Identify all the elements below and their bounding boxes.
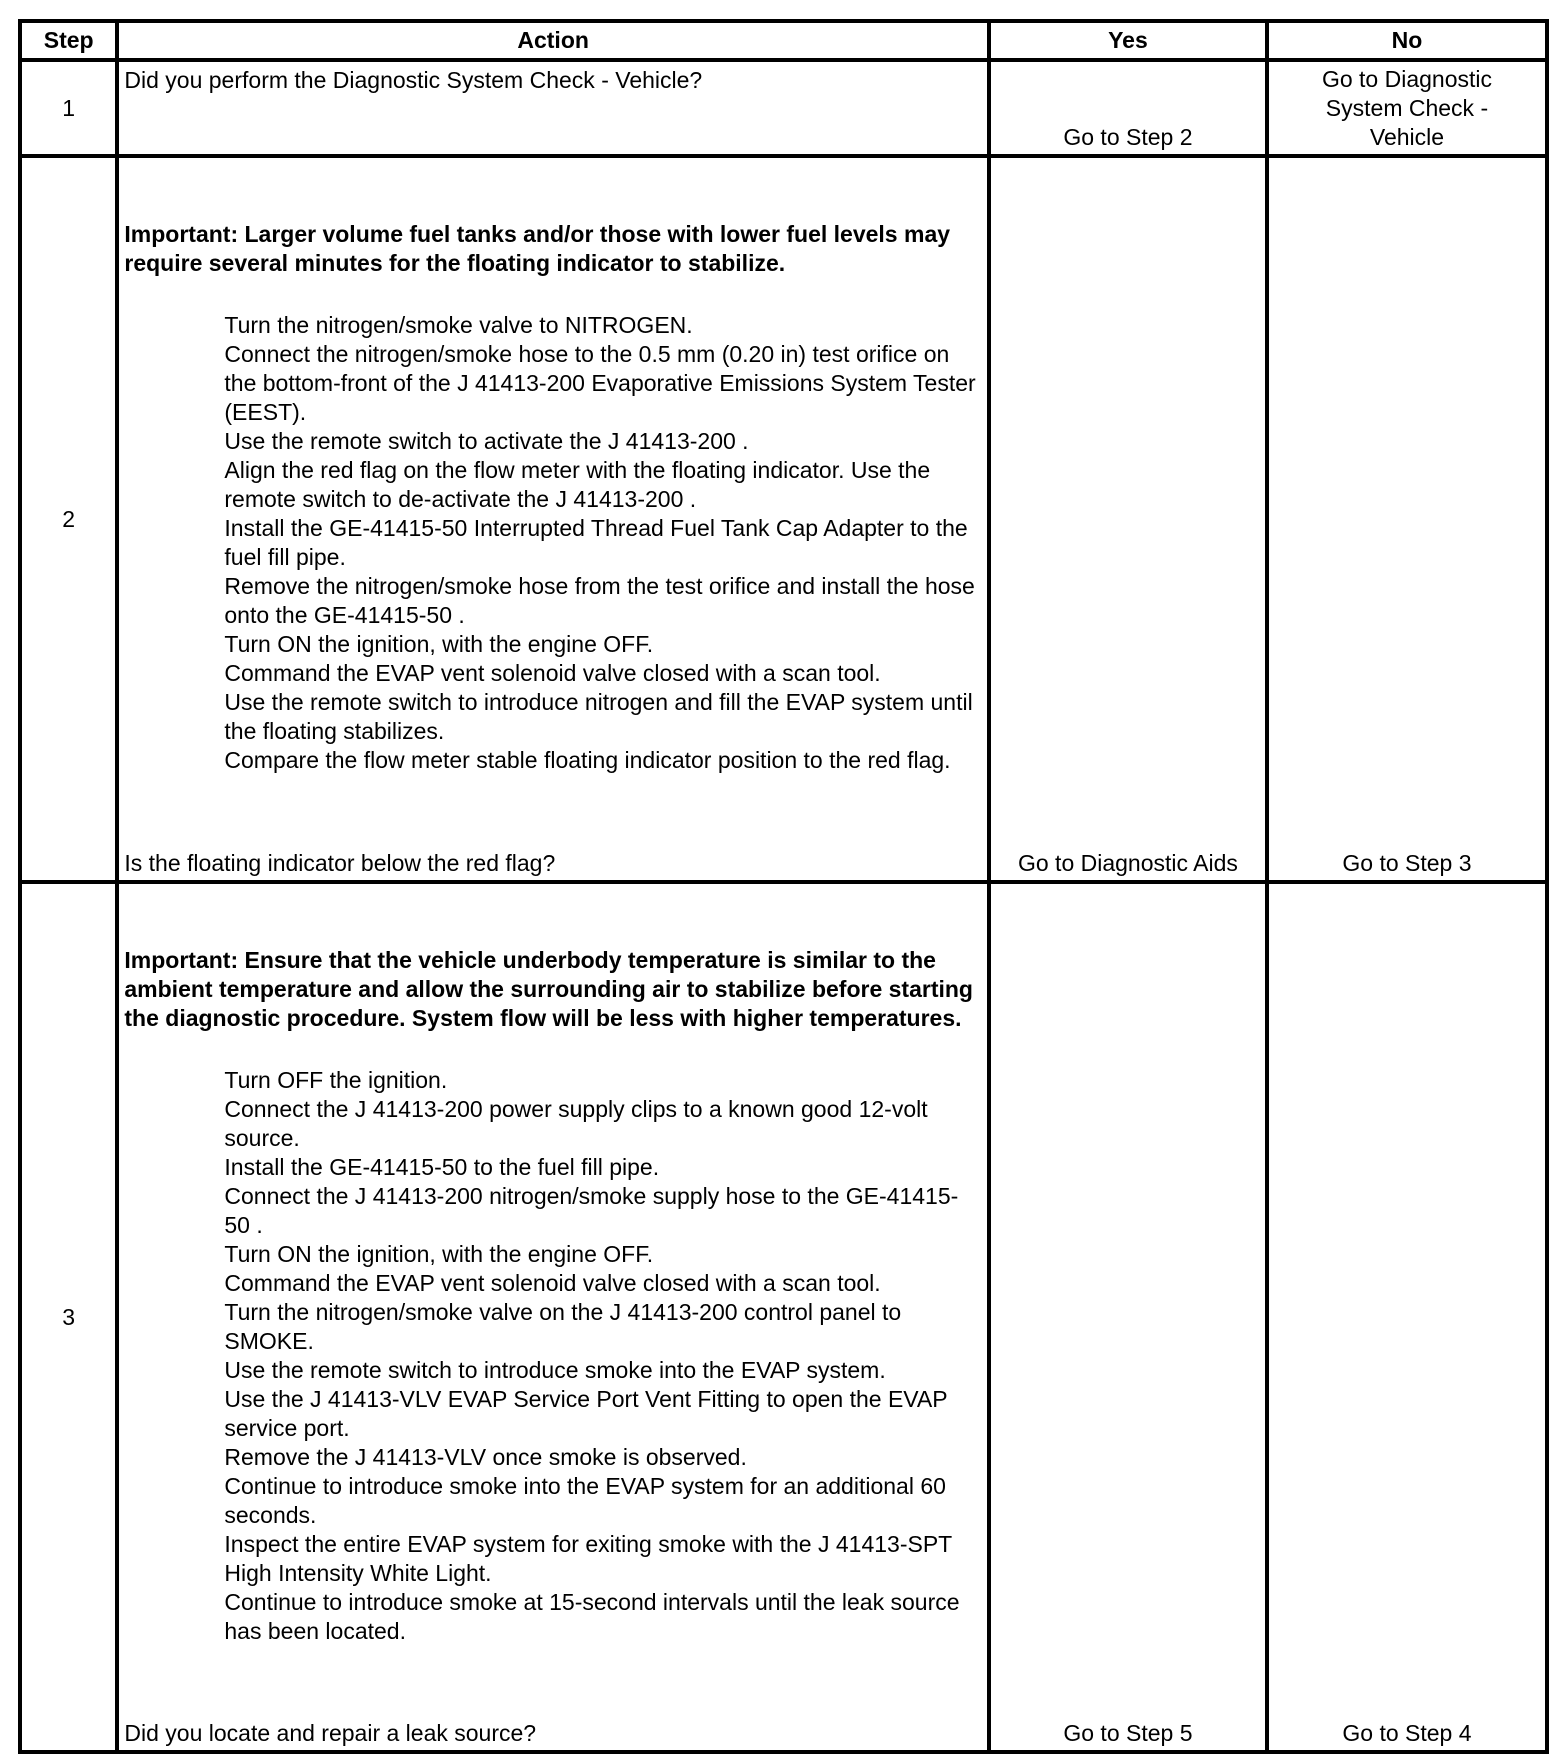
list-item: Align the red flag on the flow meter with the floating indicator. Use the remote switch to de-activate the J 41413-200 . bbox=[224, 457, 931, 512]
action-cell bbox=[117, 60, 989, 156]
list-item: Use the remote switch to activate the J 41413-200 . bbox=[224, 428, 749, 454]
list-item: Connect the J 41413-200 nitrogen/smoke supply hose to the GE-41415-50 . bbox=[224, 1183, 959, 1238]
list-item: Turn the nitrogen/smoke valve on the J 41413-200 control panel to SMOKE. bbox=[224, 1299, 902, 1354]
list-item: Connect the nitrogen/smoke hose to the 0.5 mm (0.20 in) test orifice on the bottom-front of the J 41413-200 Evaporative Emissions System Tester (EEST). bbox=[224, 341, 976, 425]
yes-answer: Go to Step 5 bbox=[1063, 1720, 1193, 1746]
yes-cell bbox=[989, 60, 1267, 156]
list-item: Compare the flow meter stable floating indicator position to the red flag. bbox=[224, 747, 951, 773]
no-answer: Go to Diagnostic System Check - Vehicle bbox=[1321, 66, 1492, 150]
list-item: Use the remote switch to introduce nitrogen and fill the EVAP system until the floating stabilizes. bbox=[224, 689, 973, 744]
list-item: Continue to introduce smoke into the EVAP system for an additional 60 seconds. bbox=[224, 1473, 946, 1528]
yes-cell bbox=[989, 156, 1267, 882]
list-item: Turn the nitrogen/smoke valve to NITROGEN. bbox=[224, 312, 693, 338]
list-item: Remove the nitrogen/smoke hose from the test orifice and install the hose onto the GE-41415-50 . bbox=[224, 573, 975, 628]
action-cell bbox=[117, 156, 989, 882]
list-item: Remove the J 41413-VLV once smoke is observed. bbox=[224, 1444, 747, 1470]
no-answer: Go to Step 3 bbox=[1342, 850, 1472, 876]
header-no: No bbox=[1267, 21, 1547, 60]
important-note: Important: Larger volume fuel tanks and/or those with lower fuel levels may require several minutes for the floating indicator to stabilize. bbox=[124, 221, 951, 276]
header-action: Action bbox=[117, 21, 989, 60]
yes-cell bbox=[989, 882, 1267, 1752]
list-item: Command the EVAP vent solenoid valve closed with a scan tool. bbox=[224, 1270, 881, 1296]
yes-answer: Go to Step 2 bbox=[1063, 124, 1193, 150]
list-item: Use the remote switch to introduce smoke into the EVAP system. bbox=[224, 1357, 886, 1383]
action-cell bbox=[117, 882, 989, 1752]
step-number: 3 bbox=[20, 882, 117, 1752]
list-item: Command the EVAP vent solenoid valve closed with a scan tool. bbox=[224, 660, 881, 686]
procedure-steps bbox=[124, 311, 983, 775]
table-row bbox=[20, 156, 1547, 882]
table-row bbox=[20, 60, 1547, 156]
header-step: Step bbox=[20, 21, 117, 60]
question-text: Is the floating indicator below the red flag? bbox=[124, 850, 556, 876]
list-item: Continue to introduce smoke at 15-second intervals until the leak source has been located. bbox=[224, 1589, 960, 1644]
question-text: Did you locate and repair a leak source? bbox=[124, 1720, 537, 1746]
list-item: Turn ON the ignition, with the engine OFF. bbox=[224, 631, 654, 657]
list-item: Inspect the entire EVAP system for exiting smoke with the J 41413-SPT High Intensity White Light. bbox=[224, 1531, 952, 1586]
yes-answer: Go to Diagnostic Aids bbox=[1017, 850, 1238, 876]
list-item: Install the GE-41415-50 Interrupted Thread Fuel Tank Cap Adapter to the fuel fill pipe. bbox=[224, 515, 968, 570]
table-row bbox=[20, 882, 1547, 1752]
list-item: Connect the J 41413-200 power supply clips to a known good 12-volt source. bbox=[224, 1096, 928, 1151]
header-yes: Yes bbox=[989, 21, 1267, 60]
no-cell bbox=[1267, 156, 1547, 882]
list-item: Install the GE-41415-50 to the fuel fill pipe. bbox=[224, 1154, 660, 1180]
no-cell bbox=[1267, 882, 1547, 1752]
list-item: Turn OFF the ignition. bbox=[224, 1067, 448, 1093]
important-note: Important: Ensure that the vehicle underbody temperature is similar to the ambient temperature and allow the surrounding air to stabilize before starting the diagnostic procedure. System flow will be less with higher temperatures. bbox=[124, 947, 973, 1031]
list-item: Turn ON the ignition, with the engine OFF. bbox=[224, 1241, 654, 1267]
step-number: 2 bbox=[20, 156, 117, 882]
step-number: 1 bbox=[20, 60, 117, 156]
list-item: Use the J 41413-VLV EVAP Service Port Vent Fitting to open the EVAP service port. bbox=[224, 1386, 948, 1441]
header-row bbox=[20, 21, 1547, 60]
diagnostic-table bbox=[18, 19, 1549, 1754]
procedure-steps bbox=[124, 1066, 983, 1646]
question-text: Did you perform the Diagnostic System Check - Vehicle? bbox=[124, 67, 703, 93]
no-cell bbox=[1267, 60, 1547, 156]
no-answer: Go to Step 4 bbox=[1342, 1720, 1472, 1746]
